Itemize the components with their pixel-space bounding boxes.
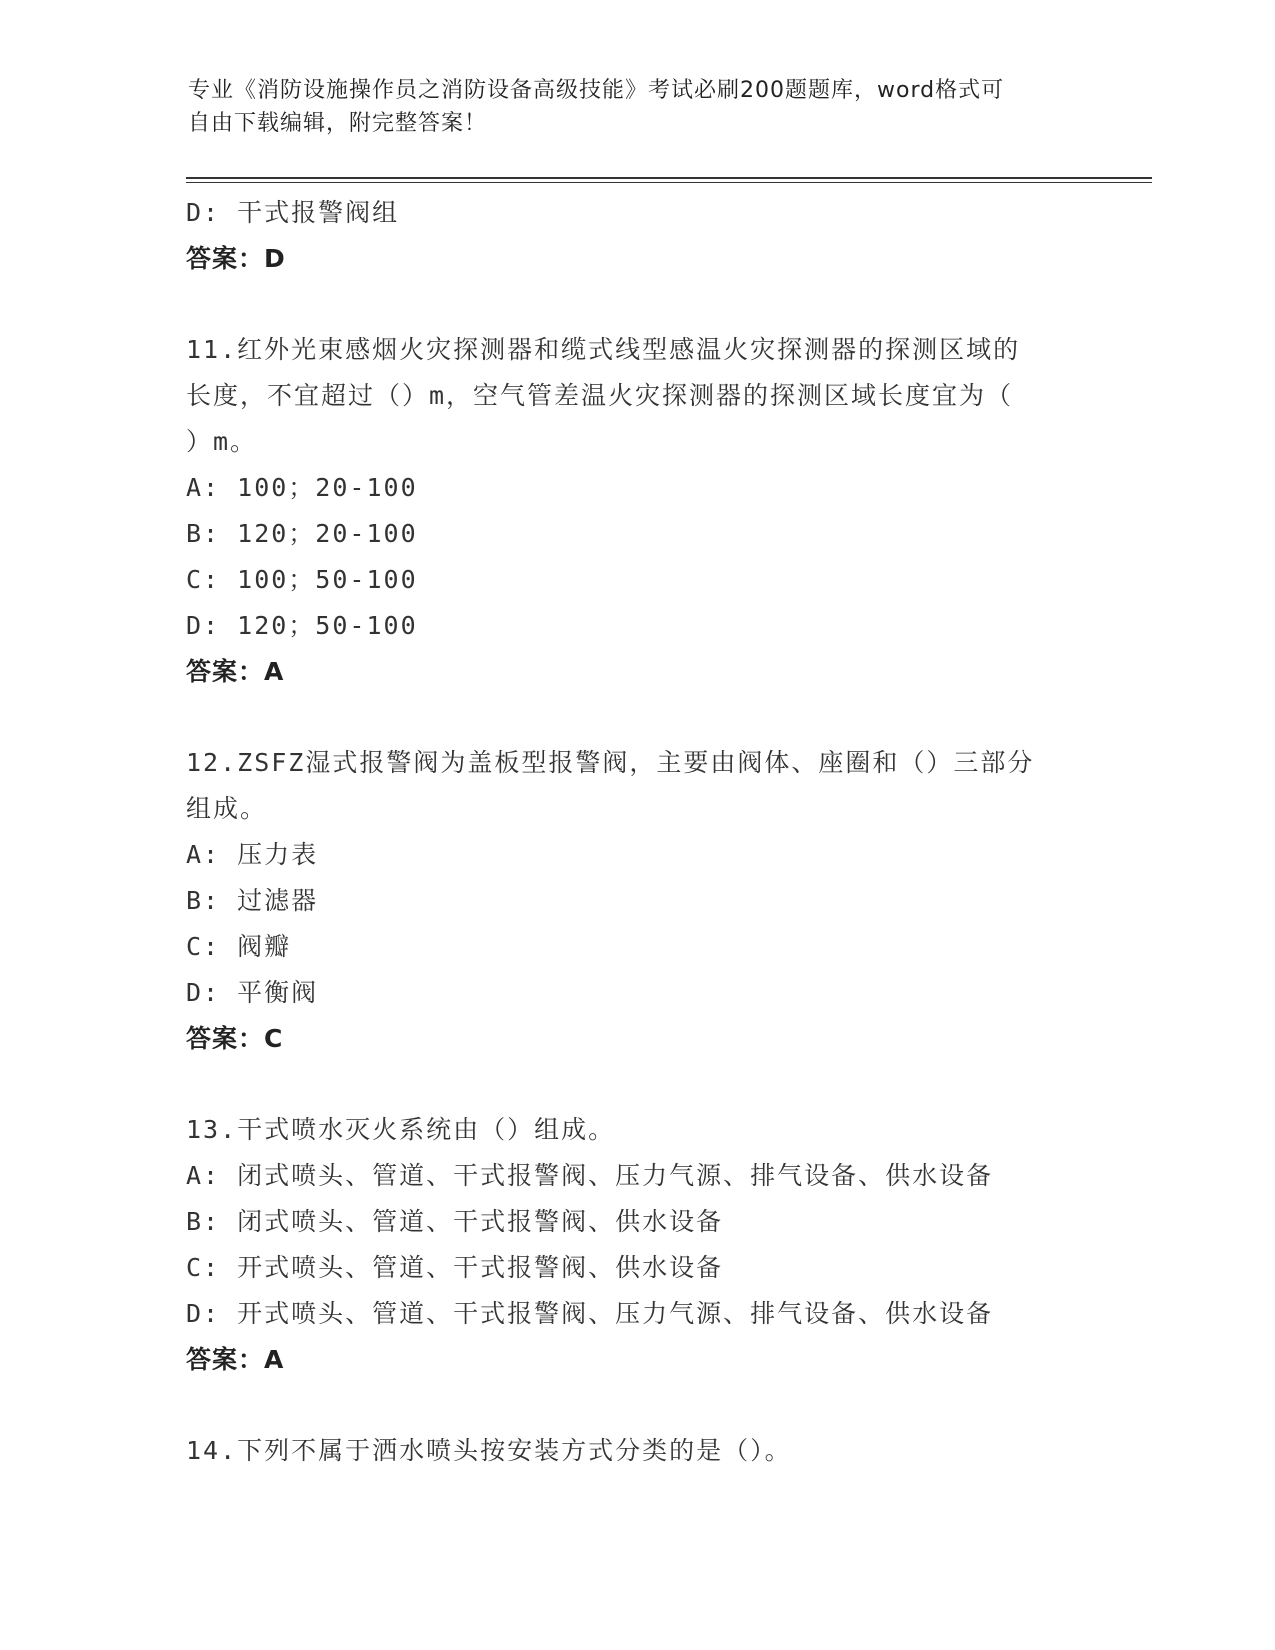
option-b: B: 120；20-100 — [186, 519, 418, 548]
option-b: B: 过滤器 — [186, 886, 319, 915]
option-d: D: 120；50-100 — [186, 611, 418, 640]
spacer — [186, 1383, 1086, 1428]
document-header — [188, 74, 1068, 140]
option-b: B: 闭式喷头、管道、干式报警阀、供水设备 — [186, 1207, 724, 1236]
option-d: D: 干式报警阀组 — [186, 198, 400, 227]
question-14 — [186, 1428, 1086, 1474]
question-stem-line: 12.ZSFZ湿式报警阀为盖板型报警阀，主要由阀体、座圈和（）三部分 — [186, 748, 1035, 777]
previous-question-tail — [186, 190, 1086, 282]
header-divider-thin — [186, 182, 1152, 183]
spacer — [186, 1062, 1086, 1107]
question-stem-line: 11.红外光束感烟火灾探测器和缆式线型感温火灾探测器的探测区域的 — [186, 335, 1021, 364]
question-13 — [186, 1107, 1086, 1383]
option-a: A: 压力表 — [186, 840, 319, 869]
question-12 — [186, 740, 1086, 1062]
question-content — [186, 190, 1086, 1474]
answer-line: 答案：D — [186, 244, 286, 273]
option-d: D: 开式喷头、管道、干式报警阀、压力气源、排气设备、供水设备 — [186, 1299, 994, 1328]
option-d: D: 平衡阀 — [186, 978, 319, 1007]
option-c: C: 100；50-100 — [186, 565, 418, 594]
question-stem-line: 14.下列不属于洒水喷头按安装方式分类的是（）。 — [186, 1436, 792, 1465]
question-stem-line: 组成。 — [186, 794, 268, 823]
option-c: C: 阀瓣 — [186, 932, 292, 961]
header-line-2: 自由下载编辑，附完整答案！ — [188, 111, 488, 136]
header-divider-thick — [186, 177, 1152, 179]
question-stem-line: 13.干式喷水灭火系统由（）组成。 — [186, 1115, 616, 1144]
header-line-1: 专业《消防设施操作员之消防设备高级技能》考试必刷200题题库，word格式可 — [188, 78, 1005, 103]
spacer — [186, 282, 1086, 327]
question-stem-line: ）m。 — [186, 427, 258, 456]
question-11 — [186, 327, 1086, 695]
answer-line: 答案：C — [186, 1024, 284, 1053]
spacer — [186, 695, 1086, 740]
option-a: A: 100；20-100 — [186, 473, 418, 502]
option-c: C: 开式喷头、管道、干式报警阀、供水设备 — [186, 1253, 724, 1282]
answer-line: 答案：A — [186, 657, 285, 686]
question-stem-line: 长度，不宜超过（）m，空气管差温火灾探测器的探测区域长度宜为（ — [186, 381, 1014, 410]
answer-line: 答案：A — [186, 1345, 285, 1374]
option-a: A: 闭式喷头、管道、干式报警阀、压力气源、排气设备、供水设备 — [186, 1161, 994, 1190]
